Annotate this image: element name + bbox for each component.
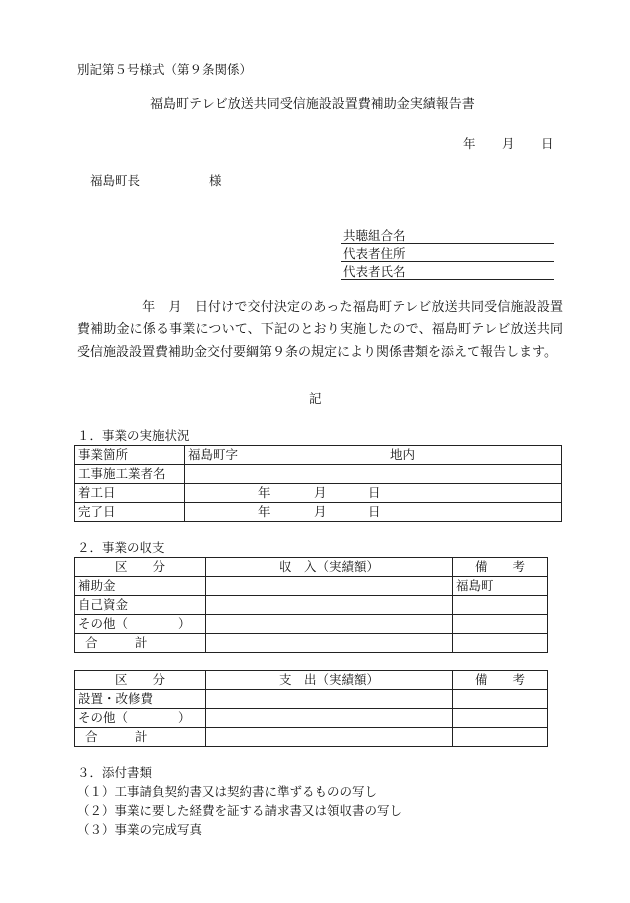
date-day-label: 日 xyxy=(541,136,554,151)
location-suffix: 地内 xyxy=(390,447,416,462)
table-row xyxy=(75,484,562,503)
section3-heading: ３．添付書類 xyxy=(77,765,153,780)
expense-total-remarks-cell[interactable] xyxy=(453,728,548,747)
expense-total-cell[interactable] xyxy=(206,728,453,747)
expense-remarks-cell[interactable] xyxy=(453,709,548,728)
start-month-unit: 月 xyxy=(314,485,327,500)
income-total-remarks-cell[interactable] xyxy=(453,634,548,653)
date-year-label: 年 xyxy=(463,136,476,151)
table-row xyxy=(75,503,562,522)
table-row xyxy=(75,690,548,709)
income-amount-cell[interactable] xyxy=(206,596,453,615)
table-row xyxy=(75,615,548,634)
location-prefix: 福島町字 xyxy=(188,446,239,462)
income-table xyxy=(74,557,548,653)
location-label: 事業箇所 xyxy=(75,446,185,465)
income-total-cell[interactable] xyxy=(206,634,453,653)
end-date-cell[interactable] xyxy=(185,503,562,522)
end-day-unit: 日 xyxy=(368,504,381,519)
income-remarks-cell[interactable] xyxy=(453,615,548,634)
document-title: 福島町テレビ放送共同受信施設設置費補助金実績報告書 xyxy=(150,97,475,112)
expense-table xyxy=(74,670,548,747)
ki-label: 記 xyxy=(309,391,322,406)
contractor-cell[interactable] xyxy=(185,465,562,484)
section2-heading: ２．事業の収支 xyxy=(77,540,165,555)
attachment-item: （２）事業に要した経費を証する請求書又は領収書の写し xyxy=(77,803,403,818)
expense-col-category: 区 分 xyxy=(75,671,206,690)
expense-col-remarks: 備 考 xyxy=(453,671,548,690)
table-header-row xyxy=(75,671,548,690)
income-remarks-cell[interactable] xyxy=(453,596,548,615)
location-cell[interactable] xyxy=(185,446,562,465)
expense-remarks-cell[interactable] xyxy=(453,690,548,709)
attachment-item: （１）工事請負契約書又は契約書に準ずるものの写し xyxy=(77,784,378,799)
income-row-label: その他（ ） xyxy=(75,615,206,634)
expense-col-amount: 支 出（実績額） xyxy=(206,671,453,690)
attachment-item: （３）事業の完成写真 xyxy=(77,822,203,837)
table-row xyxy=(75,465,562,484)
expense-row-label: 設置・改修費 xyxy=(75,690,206,709)
expense-amount-cell[interactable] xyxy=(206,690,453,709)
income-amount-cell[interactable] xyxy=(206,615,453,634)
start-date-label: 着工日 xyxy=(75,484,185,503)
representative-name-label: 代表者氏名 xyxy=(343,264,406,279)
expense-total-label: 合 計 xyxy=(75,728,206,747)
table-row xyxy=(75,596,548,615)
start-day-unit: 日 xyxy=(368,485,381,500)
start-date-cell[interactable] xyxy=(185,484,562,503)
representative-name-line[interactable] xyxy=(341,279,554,280)
income-amount-cell[interactable] xyxy=(206,577,453,596)
income-row-label: 補助金 xyxy=(75,577,206,596)
income-total-label: 合 計 xyxy=(75,634,206,653)
table-row xyxy=(75,709,548,728)
start-year-unit: 年 xyxy=(258,485,271,500)
report-paragraph xyxy=(77,297,563,364)
income-col-remarks: 備 考 xyxy=(453,558,548,577)
end-date-label: 完了日 xyxy=(75,503,185,522)
contractor-label: 工事施工業者名 xyxy=(75,465,185,484)
income-col-amount: 収 入（実績額） xyxy=(206,558,453,577)
expense-row-label: その他（ ） xyxy=(75,709,206,728)
table-row xyxy=(75,577,548,596)
report-paragraph-text: 年 月 日付けで交付決定のあった福島町テレビ放送共同受信施設設置費補助金に係る事業について、下記のとおり実施したので、福島町テレビ放送共同受信施設設置費補助金交付要綱第９条の規定により関係書類を添えて報告します。 xyxy=(77,300,563,360)
income-col-category: 区 分 xyxy=(75,558,206,577)
expense-amount-cell[interactable] xyxy=(206,709,453,728)
association-name-label: 共聴組合名 xyxy=(343,228,406,243)
implementation-table xyxy=(74,445,562,522)
section1-heading: １．事業の実施状況 xyxy=(77,428,190,443)
association-name-line[interactable] xyxy=(341,243,554,244)
end-month-unit: 月 xyxy=(314,504,327,519)
representative-address-label: 代表者住所 xyxy=(343,246,406,261)
addressee-honorific: 様 xyxy=(209,173,222,188)
income-remarks-cell[interactable]: 福島町 xyxy=(453,577,548,596)
table-header-row xyxy=(75,558,548,577)
end-year-unit: 年 xyxy=(258,504,271,519)
table-row xyxy=(75,446,562,465)
table-row xyxy=(75,634,548,653)
representative-address-line[interactable] xyxy=(341,261,554,262)
addressee: 福島町長 xyxy=(90,173,141,188)
form-number: 別記第５号様式（第９条関係） xyxy=(77,62,253,77)
table-row xyxy=(75,728,548,747)
date-month-label: 月 xyxy=(502,136,515,151)
income-row-label: 自己資金 xyxy=(75,596,206,615)
